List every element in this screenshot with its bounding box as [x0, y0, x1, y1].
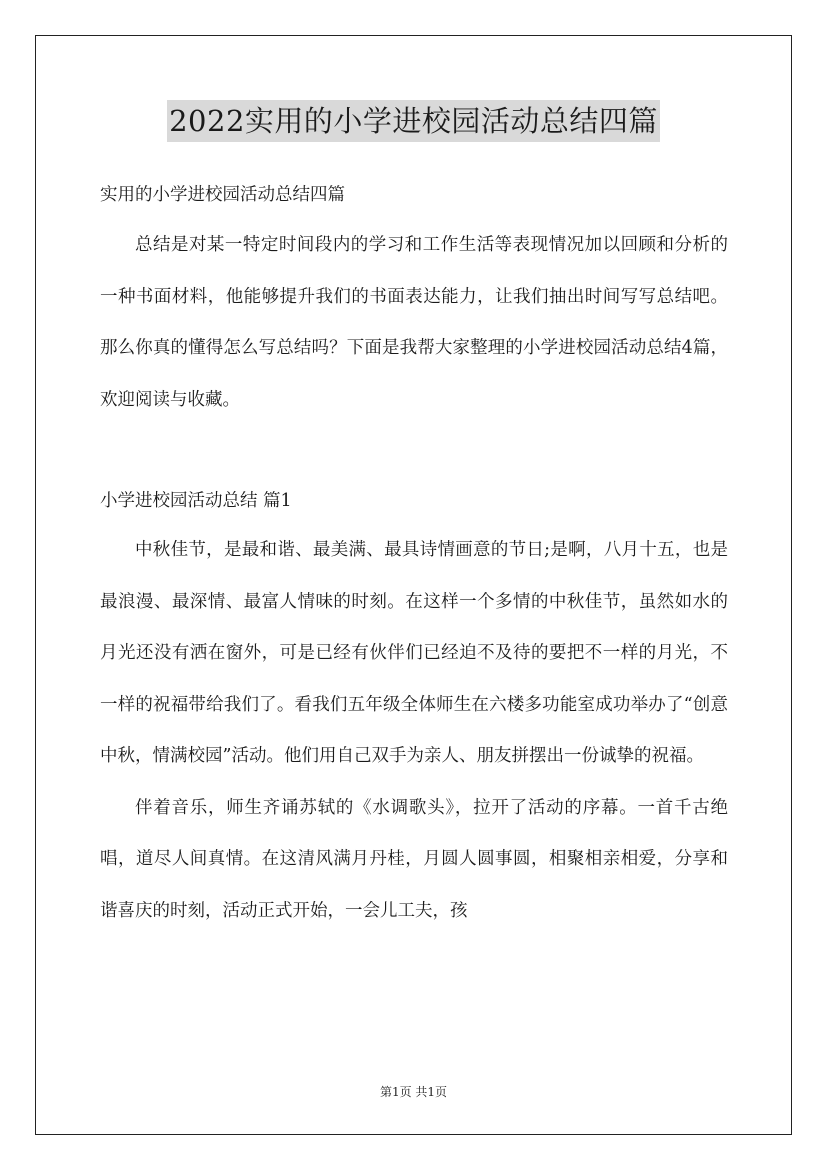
section-spacer	[100, 426, 728, 477]
title-container	[0, 100, 827, 142]
document-title: 2022实用的小学进校园活动总结四篇	[167, 100, 660, 142]
page-footer: 第1页 共1页	[379, 1085, 448, 1099]
intro-paragraph: 总结是对某一特定时间段内的学习和工作生活等表现情况加以回顾和分析的一种书面材料，他能够提升我们的书面表达能力，让我们抽出时间写写总结吧。那么你真的懂得怎么写总结吗？下面是我帮大家整理的小学进校园活动总结4篇，欢迎阅读与收藏。	[100, 235, 728, 410]
body-paragraph: 中秋佳节，是最和谐、最美满、最具诗情画意的节日;是啊，八月十五，也是最浪漫、最深情、最富人情味的时刻。在这样一个多情的中秋佳节，虽然如水的月光还没有洒在窗外，可是已经有伙伴们已经迫不及待的要把不一样的月光，不一样的祝福带给我们了。看我们五年级全体师生在六楼多功能室成功举办了“创意中秋，情满校园”活动。他们用自己双手为亲人、朋友拼摆出一份诚挚的祝福。	[100, 540, 728, 766]
document-subtitle: 实用的小学进校园活动总结四篇	[100, 185, 345, 205]
body-paragraph: 伴着音乐，师生齐诵苏轼的《水调歌头》，拉开了活动的序幕。一首千古绝唱，道尽人间真情。在这清风满月丹桂，月圆人圆事圆，相聚相亲相爱，分享和谐喜庆的时刻，活动正式开始，一会儿工夫，孩	[100, 797, 728, 921]
section-heading: 小学进校园活动总结 篇1	[100, 491, 292, 511]
document-body	[100, 170, 728, 937]
